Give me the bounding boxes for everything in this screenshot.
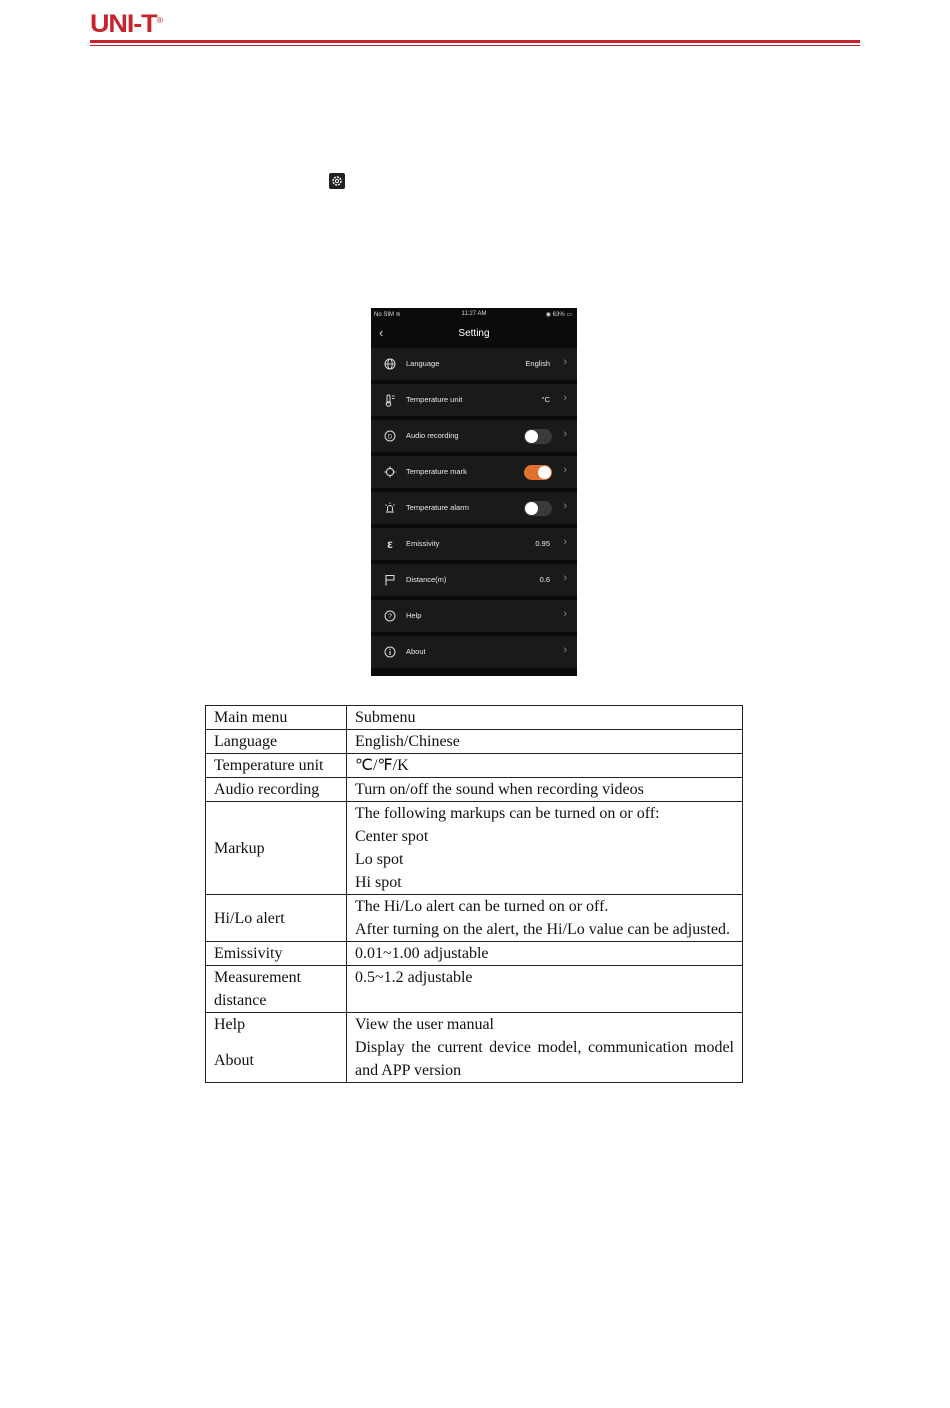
table-header-main: Main menu xyxy=(206,706,347,730)
carrier-label: No SIM ≋ xyxy=(374,312,401,318)
toggle-knob xyxy=(525,502,538,515)
chevron-right-icon: › xyxy=(563,392,567,404)
toggle-knob xyxy=(525,430,538,443)
gear-icon xyxy=(329,173,345,189)
chevron-right-icon: › xyxy=(563,464,567,476)
status-bar xyxy=(371,308,577,322)
markup-line: Center spot xyxy=(355,828,429,845)
setting-distance[interactable] xyxy=(371,564,577,596)
chevron-right-icon: › xyxy=(563,428,567,440)
markup-line: Lo spot xyxy=(355,851,404,868)
table-row xyxy=(206,1013,743,1083)
svg-text:?: ? xyxy=(388,613,392,621)
table-row xyxy=(206,754,743,778)
audio-icon xyxy=(383,429,397,443)
clock: 11:27 AM xyxy=(461,311,487,317)
help-label: Help xyxy=(214,1016,246,1033)
table-row xyxy=(206,778,743,802)
phone-screenshot xyxy=(371,308,577,676)
setting-label: Temperature alarm xyxy=(406,503,469,512)
chevron-right-icon: › xyxy=(563,644,567,656)
setting-temperature-alarm[interactable] xyxy=(371,492,577,524)
setting-label: Language xyxy=(406,359,440,368)
table-header-sub: Submenu xyxy=(347,706,743,730)
chevron-right-icon: › xyxy=(563,536,567,548)
menu-table xyxy=(205,705,743,1083)
setting-value: °C xyxy=(541,395,550,404)
temperature-alarm-toggle[interactable] xyxy=(524,501,552,516)
temperature-mark-toggle[interactable] xyxy=(524,465,552,480)
svg-text:D: D xyxy=(387,434,393,441)
table-cell-main: Emissivity xyxy=(206,942,347,966)
table-cell-main: Audio recording xyxy=(206,778,347,802)
table-row xyxy=(206,730,743,754)
table-row xyxy=(206,802,743,895)
flag-icon xyxy=(383,573,397,587)
help-icon xyxy=(383,609,397,623)
setting-value: 0.95 xyxy=(535,539,550,548)
markup-line: Hi spot xyxy=(355,874,402,891)
setting-value: 0.6 xyxy=(539,575,550,584)
table-cell-main xyxy=(206,1013,347,1083)
setting-temperature-mark[interactable] xyxy=(371,456,577,488)
back-button[interactable]: ‹ xyxy=(379,325,384,340)
table-cell-sub: 0.01~1.00 adjustable xyxy=(347,942,743,966)
settings-list xyxy=(371,348,577,672)
setting-temperature-unit[interactable] xyxy=(371,384,577,416)
setting-label: About xyxy=(406,647,426,656)
setting-help[interactable] xyxy=(371,600,577,632)
table-cell-sub xyxy=(347,802,743,895)
table-cell-sub xyxy=(347,1013,743,1083)
chevron-right-icon: › xyxy=(563,608,567,620)
table-cell-main: Markup xyxy=(206,802,347,895)
setting-label: Temperature unit xyxy=(406,395,463,404)
setting-label: Emissivity xyxy=(406,539,440,548)
table-row xyxy=(206,966,743,1013)
table-row xyxy=(206,706,743,730)
epsilon-icon: ε xyxy=(387,537,393,551)
markup-line: The following markups can be turned on or off: xyxy=(355,805,660,822)
table-cell-main: Language xyxy=(206,730,347,754)
crosshair-icon xyxy=(383,465,397,479)
setting-label: Audio recording xyxy=(406,431,459,440)
setting-label: Help xyxy=(406,611,422,620)
setting-label: Distance(m) xyxy=(406,575,447,584)
audio-toggle[interactable] xyxy=(524,429,552,444)
setting-emissivity[interactable] xyxy=(371,528,577,560)
globe-icon xyxy=(383,357,397,371)
chevron-right-icon: › xyxy=(563,500,567,512)
setting-label: Temperature mark xyxy=(406,467,467,476)
about-description: Display the current device model, communication model and APP version xyxy=(355,1039,734,1079)
thermometer-icon xyxy=(383,393,397,407)
about-label: About xyxy=(214,1052,254,1069)
header-rule-thin xyxy=(90,45,860,46)
alarm-icon xyxy=(383,501,397,515)
chevron-right-icon: › xyxy=(563,356,567,368)
table-cell-sub: ℃/℉/K xyxy=(347,754,743,778)
unit-logo: UNI-T® xyxy=(90,10,163,38)
table-cell-sub: Turn on/off the sound when recording videos xyxy=(347,778,743,802)
battery-indicator: ◉ 63% ▭ xyxy=(545,312,572,318)
page-title: Setting xyxy=(458,328,490,339)
table-row xyxy=(206,895,743,942)
table-cell-sub: English/Chinese xyxy=(347,730,743,754)
alert-line: After turning on the alert, the Hi/Lo value can be adjusted. xyxy=(355,921,730,938)
alert-line: The Hi/Lo alert can be turned on or off. xyxy=(355,898,609,915)
setting-about[interactable] xyxy=(371,636,577,668)
help-description: View the user manual xyxy=(355,1016,494,1033)
nav-bar xyxy=(371,322,577,348)
toggle-knob xyxy=(538,466,551,479)
table-cell-main: Hi/Lo alert xyxy=(206,895,347,942)
chevron-right-icon: › xyxy=(563,572,567,584)
table-row xyxy=(206,942,743,966)
setting-language[interactable] xyxy=(371,348,577,380)
setting-audio-recording[interactable] xyxy=(371,420,577,452)
table-cell-main: Measurement distance xyxy=(206,966,347,1013)
table-cell-main: Temperature unit xyxy=(206,754,347,778)
setting-value: English xyxy=(525,359,550,368)
info-icon xyxy=(383,645,397,659)
header-rule xyxy=(90,40,860,43)
table-cell-sub: 0.5~1.2 adjustable xyxy=(347,966,743,1013)
table-cell-sub xyxy=(347,895,743,942)
